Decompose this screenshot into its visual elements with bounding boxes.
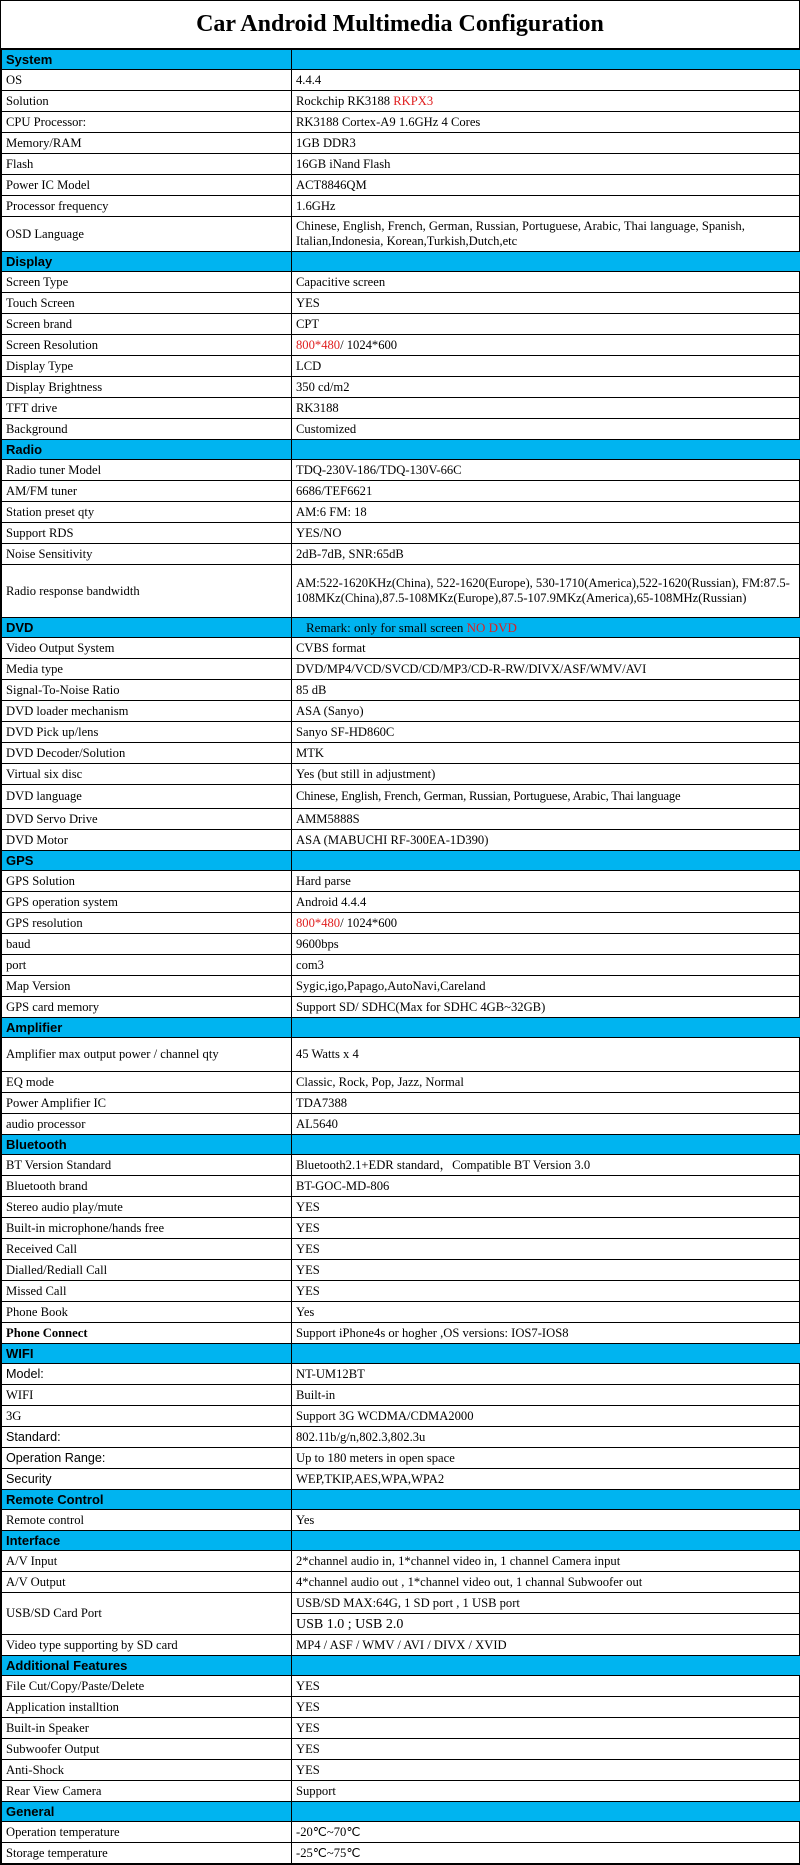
table-row bbox=[2, 1822, 800, 1843]
section-title: Amplifier bbox=[2, 1018, 292, 1038]
spec-label: Flash bbox=[2, 154, 292, 175]
spec-value: 6686/TEF6621 bbox=[292, 481, 800, 502]
section-title: Bluetooth bbox=[2, 1135, 292, 1155]
table-row bbox=[2, 1427, 800, 1448]
table-row bbox=[2, 196, 800, 217]
spec-value: USB/SD MAX:64G, 1 SD port , 1 USB port bbox=[292, 1593, 800, 1614]
table-row bbox=[2, 217, 800, 252]
spec-label: BT Version Standard bbox=[2, 1155, 292, 1176]
spec-label: OSD Language bbox=[2, 217, 292, 252]
spec-value: Built-in bbox=[292, 1385, 800, 1406]
spec-label: A/V Input bbox=[2, 1551, 292, 1572]
spec-value: com3 bbox=[292, 955, 800, 976]
table-row bbox=[2, 1739, 800, 1760]
spec-label: File Cut/Copy/Paste/Delete bbox=[2, 1676, 292, 1697]
spec-value: -25℃~75℃ bbox=[292, 1843, 800, 1864]
page-title: Car Android Multimedia Configuration bbox=[1, 1, 799, 49]
spec-value: -20℃~70℃ bbox=[292, 1822, 800, 1843]
spec-value: TDA7388 bbox=[292, 1093, 800, 1114]
table-row bbox=[2, 830, 800, 851]
section-title: Display bbox=[2, 252, 292, 272]
table-row bbox=[2, 638, 800, 659]
spec-label: Built-in Speaker bbox=[2, 1718, 292, 1739]
table-row bbox=[2, 1072, 800, 1093]
highlight-text: RKPX3 bbox=[393, 93, 434, 108]
spec-value: LCD bbox=[292, 356, 800, 377]
spec-value: AM:6 FM: 18 bbox=[292, 502, 800, 523]
section-header-radio bbox=[2, 440, 800, 460]
spec-value: 802.11b/g/n,802.3,802.3u bbox=[292, 1427, 800, 1448]
spec-value: NT-UM12BT bbox=[292, 1364, 800, 1385]
spec-value: USB 1.0 ; USB 2.0 bbox=[292, 1614, 800, 1635]
table-row bbox=[2, 1760, 800, 1781]
spec-label: Screen Resolution bbox=[2, 335, 292, 356]
table-row bbox=[2, 565, 800, 618]
table-row bbox=[2, 523, 800, 544]
spec-value: Bluetooth2.1+EDR standard，Compatible BT Version 3.0 bbox=[292, 1155, 800, 1176]
spec-value: YES bbox=[292, 1239, 800, 1260]
spec-value: 45 Watts x 4 bbox=[292, 1038, 800, 1072]
spec-label: Rear View Camera bbox=[2, 1781, 292, 1802]
table-row bbox=[2, 785, 800, 809]
spec-value: 1.6GHz bbox=[292, 196, 800, 217]
spec-label: Power Amplifier IC bbox=[2, 1093, 292, 1114]
spec-value: YES bbox=[292, 1218, 800, 1239]
spec-value: 85 dB bbox=[292, 680, 800, 701]
table-row bbox=[2, 1469, 800, 1490]
spec-value: Customized bbox=[292, 419, 800, 440]
table-row bbox=[2, 1239, 800, 1260]
section-header-gps bbox=[2, 851, 800, 871]
spec-label: TFT drive bbox=[2, 398, 292, 419]
spec-label: Video type supporting by SD card bbox=[2, 1635, 292, 1656]
spec-label: Bluetooth brand bbox=[2, 1176, 292, 1197]
spec-label: Missed Call bbox=[2, 1281, 292, 1302]
section-header-additional-features bbox=[2, 1656, 800, 1676]
table-row bbox=[2, 701, 800, 722]
spec-value: RK3188 Cortex-A9 1.6GHz 4 Cores bbox=[292, 112, 800, 133]
spec-label: DVD loader mechanism bbox=[2, 701, 292, 722]
spec-value: MP4 / ASF / WMV / AVI / DIVX / XVID bbox=[292, 1635, 800, 1656]
spec-label: Power IC Model bbox=[2, 175, 292, 196]
spec-label: Support RDS bbox=[2, 523, 292, 544]
table-row bbox=[2, 680, 800, 701]
spec-value: Chinese, English, French, German, Russian, Portuguese, Arabic, Thai language bbox=[292, 785, 800, 809]
table-row bbox=[2, 1302, 800, 1323]
table-row bbox=[2, 871, 800, 892]
spec-value: Sygic,igo,Papago,AutoNavi,Careland bbox=[292, 976, 800, 997]
table-row bbox=[2, 70, 800, 91]
spec-value: 350 cd/m2 bbox=[292, 377, 800, 398]
spec-label: Solution bbox=[2, 91, 292, 112]
section-header-display bbox=[2, 252, 800, 272]
spec-value: CPT bbox=[292, 314, 800, 335]
spec-label: CPU Processor: bbox=[2, 112, 292, 133]
table-row bbox=[2, 659, 800, 680]
section-header-wifi bbox=[2, 1344, 800, 1364]
table-row bbox=[2, 272, 800, 293]
section-title: GPS bbox=[2, 851, 292, 871]
spec-value: Android 4.4.4 bbox=[292, 892, 800, 913]
table-row bbox=[2, 1406, 800, 1427]
spec-value: YES bbox=[292, 293, 800, 314]
table-row bbox=[2, 934, 800, 955]
spec-label: Media type bbox=[2, 659, 292, 680]
table-row bbox=[2, 1323, 800, 1344]
table-row bbox=[2, 1676, 800, 1697]
table-row bbox=[2, 1510, 800, 1531]
spec-label: audio processor bbox=[2, 1114, 292, 1135]
section-header-remote-control bbox=[2, 1490, 800, 1510]
spec-label: Phone Connect bbox=[2, 1323, 292, 1344]
table-row bbox=[2, 722, 800, 743]
spec-value: YES/NO bbox=[292, 523, 800, 544]
spec-label: Remote control bbox=[2, 1510, 292, 1531]
spec-value: Chinese, English, French, German, Russian, Portuguese, Arabic, Thai language, Spanish, Italian,Indonesia, Korean,Turkish,Dutch,etc bbox=[292, 217, 800, 252]
section-header-general bbox=[2, 1802, 800, 1822]
spec-label: Standard: bbox=[2, 1427, 292, 1448]
section-header-amplifier bbox=[2, 1018, 800, 1038]
spec-value: 800*480/ 1024*600 bbox=[292, 335, 800, 356]
table-row bbox=[2, 377, 800, 398]
table-row bbox=[2, 544, 800, 565]
section-title: Radio bbox=[2, 440, 292, 460]
table-row bbox=[2, 419, 800, 440]
spec-value: AL5640 bbox=[292, 1114, 800, 1135]
spec-label: Anti-Shock bbox=[2, 1760, 292, 1781]
table-row bbox=[2, 460, 800, 481]
spec-label: Memory/RAM bbox=[2, 133, 292, 154]
spec-value: 1GB DDR3 bbox=[292, 133, 800, 154]
spec-value: Support bbox=[292, 1781, 800, 1802]
spec-value: BT-GOC-MD-806 bbox=[292, 1176, 800, 1197]
spec-value: Support 3G WCDMA/CDMA2000 bbox=[292, 1406, 800, 1427]
table-row bbox=[2, 293, 800, 314]
table-row bbox=[2, 91, 800, 112]
spec-label: Received Call bbox=[2, 1239, 292, 1260]
table-row bbox=[2, 398, 800, 419]
spec-label: Phone Book bbox=[2, 1302, 292, 1323]
spec-value: YES bbox=[292, 1718, 800, 1739]
table-row bbox=[2, 1572, 800, 1593]
spec-label: Station preset qty bbox=[2, 502, 292, 523]
spec-label: Touch Screen bbox=[2, 293, 292, 314]
spec-value: 16GB iNand Flash bbox=[292, 154, 800, 175]
spec-value: YES bbox=[292, 1760, 800, 1781]
spec-value: Support iPhone4s or hogher ,OS versions: IOS7-IOS8 bbox=[292, 1323, 800, 1344]
spec-value: 2*channel audio in, 1*channel video in, 1 channel Camera input bbox=[292, 1551, 800, 1572]
table-row bbox=[2, 1197, 800, 1218]
spec-value: Classic, Rock, Pop, Jazz, Normal bbox=[292, 1072, 800, 1093]
spec-value: 4.4.4 bbox=[292, 70, 800, 91]
highlight-text: 800*480 bbox=[296, 337, 341, 352]
table-row bbox=[2, 809, 800, 830]
section-title: System bbox=[2, 50, 292, 70]
spec-label: GPS resolution bbox=[2, 913, 292, 934]
spec-value: Yes (but still in adjustment) bbox=[292, 764, 800, 785]
section-header-dvd bbox=[2, 618, 800, 638]
spec-label: AM/FM tuner bbox=[2, 481, 292, 502]
spec-label: Stereo audio play/mute bbox=[2, 1197, 292, 1218]
section-title: Interface bbox=[2, 1531, 292, 1551]
section-header-system bbox=[2, 50, 800, 70]
spec-label: Display Brightness bbox=[2, 377, 292, 398]
table-row bbox=[2, 1551, 800, 1572]
table-row bbox=[2, 892, 800, 913]
table-row bbox=[2, 356, 800, 377]
table-row bbox=[2, 1448, 800, 1469]
spec-label: Screen Type bbox=[2, 272, 292, 293]
table-row bbox=[2, 1718, 800, 1739]
spec-label: DVD language bbox=[2, 785, 292, 809]
spec-value: Yes bbox=[292, 1510, 800, 1531]
table-row bbox=[2, 1843, 800, 1864]
spec-label: Noise Sensitivity bbox=[2, 544, 292, 565]
spec-label: baud bbox=[2, 934, 292, 955]
spec-table bbox=[1, 49, 800, 1864]
spec-label: Built-in microphone/hands free bbox=[2, 1218, 292, 1239]
spec-value: 4*channel audio out , 1*channel video out, 1 channal Subwoofer out bbox=[292, 1572, 800, 1593]
spec-value: CVBS format bbox=[292, 638, 800, 659]
table-row bbox=[2, 1281, 800, 1302]
spec-value: WEP,TKIP,AES,WPA,WPA2 bbox=[292, 1469, 800, 1490]
spec-value: Rockchip RK3188 RKPX3 bbox=[292, 91, 800, 112]
section-title: General bbox=[2, 1802, 292, 1822]
spec-label: Operation temperature bbox=[2, 1822, 292, 1843]
section-header-interface bbox=[2, 1531, 800, 1551]
spec-label: OS bbox=[2, 70, 292, 91]
table-row bbox=[2, 175, 800, 196]
spec-value: 2dB-7dB, SNR:65dB bbox=[292, 544, 800, 565]
spec-value: 9600bps bbox=[292, 934, 800, 955]
spec-label: DVD Decoder/Solution bbox=[2, 743, 292, 764]
spec-value: DVD/MP4/VCD/SVCD/CD/MP3/CD-R-RW/DIVX/ASF/WMV/AVI bbox=[292, 659, 800, 680]
table-row bbox=[2, 314, 800, 335]
spec-label: DVD Servo Drive bbox=[2, 809, 292, 830]
table-row bbox=[2, 997, 800, 1018]
table-row bbox=[2, 976, 800, 997]
table-row bbox=[2, 335, 800, 356]
section-header-bluetooth bbox=[2, 1135, 800, 1155]
highlight-text: NO DVD bbox=[466, 620, 517, 635]
table-row bbox=[2, 1364, 800, 1385]
table-row bbox=[2, 1038, 800, 1072]
spec-label: Dialled/Rediall Call bbox=[2, 1260, 292, 1281]
spec-label: Radio tuner Model bbox=[2, 460, 292, 481]
table-row bbox=[2, 1260, 800, 1281]
spec-label: Model: bbox=[2, 1364, 292, 1385]
spec-label: Background bbox=[2, 419, 292, 440]
table-row bbox=[2, 1155, 800, 1176]
spec-label: EQ mode bbox=[2, 1072, 292, 1093]
spec-value: MTK bbox=[292, 743, 800, 764]
spec-label: Subwoofer Output bbox=[2, 1739, 292, 1760]
spec-label: GPS Solution bbox=[2, 871, 292, 892]
table-row bbox=[2, 1093, 800, 1114]
spec-label: USB/SD Card Port bbox=[2, 1593, 292, 1635]
dvd-remark: Remark: only for small screen NO DVD bbox=[292, 618, 800, 638]
spec-label: DVD Motor bbox=[2, 830, 292, 851]
spec-label: GPS operation system bbox=[2, 892, 292, 913]
spec-label: Storage temperature bbox=[2, 1843, 292, 1864]
table-row bbox=[2, 955, 800, 976]
spec-label: Display Type bbox=[2, 356, 292, 377]
spec-value: TDQ-230V-186/TDQ-130V-66C bbox=[292, 460, 800, 481]
spec-value: Capacitive screen bbox=[292, 272, 800, 293]
spec-value: 800*480/ 1024*600 bbox=[292, 913, 800, 934]
table-row bbox=[2, 1385, 800, 1406]
spec-label: A/V Output bbox=[2, 1572, 292, 1593]
spec-value: YES bbox=[292, 1197, 800, 1218]
spec-label: Virtual six disc bbox=[2, 764, 292, 785]
spec-label: WIFI bbox=[2, 1385, 292, 1406]
spec-value: AM:522-1620KHz(China), 522-1620(Europe), 530-1710(America),522-1620(Russian), FM:87.5-108MKz(China),87.5-108MKz(Europe),87.5-107.9MKz(America),65-108MHz(Russian) bbox=[292, 565, 800, 618]
spec-value: Hard parse bbox=[292, 871, 800, 892]
table-row bbox=[2, 1176, 800, 1197]
spec-label: Radio response bandwidth bbox=[2, 565, 292, 618]
spec-value: AMM5888S bbox=[292, 809, 800, 830]
table-row bbox=[2, 112, 800, 133]
table-row bbox=[2, 481, 800, 502]
table-row bbox=[2, 764, 800, 785]
spec-label: Security bbox=[2, 1469, 292, 1490]
table-row bbox=[2, 133, 800, 154]
spec-label: Map Version bbox=[2, 976, 292, 997]
section-title: WIFI bbox=[2, 1344, 292, 1364]
spec-value: ASA (MABUCHI RF-300EA-1D390) bbox=[292, 830, 800, 851]
table-row bbox=[2, 1635, 800, 1656]
spec-label: 3G bbox=[2, 1406, 292, 1427]
spec-value: Support SD/ SDHC(Max for SDHC 4GB~32GB) bbox=[292, 997, 800, 1018]
table-row bbox=[2, 743, 800, 764]
table-row bbox=[2, 1114, 800, 1135]
table-row bbox=[2, 502, 800, 523]
table-row bbox=[2, 913, 800, 934]
section-title: Remote Control bbox=[2, 1490, 292, 1510]
spec-value: YES bbox=[292, 1281, 800, 1302]
spec-label: Processor frequency bbox=[2, 196, 292, 217]
spec-label: Screen brand bbox=[2, 314, 292, 335]
section-title: Additional Features bbox=[2, 1656, 292, 1676]
spec-value: Up to 180 meters in open space bbox=[292, 1448, 800, 1469]
table-row bbox=[2, 1593, 800, 1614]
table-row bbox=[2, 1781, 800, 1802]
spec-label: Application installtion bbox=[2, 1697, 292, 1718]
table-row bbox=[2, 1697, 800, 1718]
table-row bbox=[2, 1218, 800, 1239]
table-row bbox=[2, 154, 800, 175]
spec-label: port bbox=[2, 955, 292, 976]
spec-value: Yes bbox=[292, 1302, 800, 1323]
spec-value: ACT8846QM bbox=[292, 175, 800, 196]
spec-label: Amplifier max output power / channel qty bbox=[2, 1038, 292, 1072]
section-title: DVD bbox=[2, 618, 292, 638]
spec-value: YES bbox=[292, 1676, 800, 1697]
spec-value: Sanyo SF-HD860C bbox=[292, 722, 800, 743]
spec-value: YES bbox=[292, 1739, 800, 1760]
spec-value: ASA (Sanyo) bbox=[292, 701, 800, 722]
spec-value: YES bbox=[292, 1697, 800, 1718]
spec-value: RK3188 bbox=[292, 398, 800, 419]
spec-value: YES bbox=[292, 1260, 800, 1281]
spec-label: Operation Range: bbox=[2, 1448, 292, 1469]
spec-label: DVD Pick up/lens bbox=[2, 722, 292, 743]
spec-label: Video Output System bbox=[2, 638, 292, 659]
spec-label: GPS card memory bbox=[2, 997, 292, 1018]
highlight-text: 800*480 bbox=[296, 915, 341, 930]
spec-label: Signal-To-Noise Ratio bbox=[2, 680, 292, 701]
